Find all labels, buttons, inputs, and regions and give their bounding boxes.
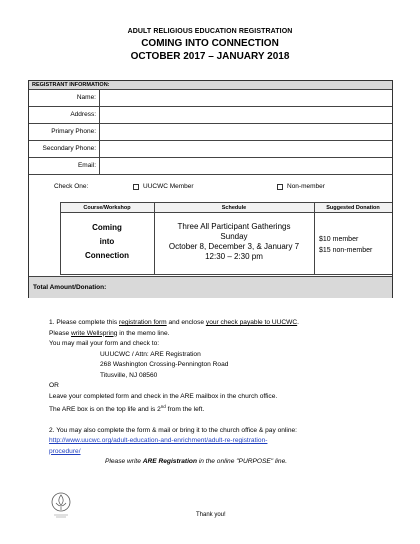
schedule-line2: Sunday	[220, 232, 248, 241]
leave-line: Leave your completed form and check in the ARE mailbox in the church office.	[49, 392, 278, 400]
header-title-line3: OCTOBER 2017 – JANUARY 2018	[130, 51, 290, 62]
course-column-header: Course/Workshop	[60, 202, 154, 213]
table-divider	[314, 202, 315, 275]
schedule-column-header: Schedule	[154, 202, 314, 213]
registration-url-line2[interactable]: procedure/	[49, 447, 81, 455]
address-row	[29, 107, 392, 124]
course-name-line2: into	[99, 237, 115, 246]
address-field[interactable]	[101, 107, 392, 123]
mail-line: You may mail your form and check to:	[49, 340, 160, 347]
primary-phone-label: Primary Phone:	[29, 124, 100, 140]
email-field[interactable]	[101, 158, 392, 174]
step2-line: 2. You may also complete the form & mail or bring it to the church office & pay online:	[49, 426, 298, 434]
table-divider	[154, 202, 155, 275]
header-title-line1: ADULT RELIGIOUS EDUCATION REGISTRATION	[127, 28, 293, 35]
or-line: OR	[49, 382, 59, 389]
registration-form	[28, 80, 393, 298]
registrant-section-title: REGISTRANT INFORMATION:	[29, 81, 392, 90]
total-donation-row: Total Amount/Donation:	[29, 276, 392, 298]
name-row	[29, 90, 392, 107]
schedule-cell	[154, 213, 314, 275]
schedule-line4: 12:30 – 2:30 pm	[205, 252, 263, 261]
secondary-phone-row	[29, 141, 392, 158]
check-one-label: Check One:	[54, 183, 89, 190]
address-line2: 268 Washington Crossing-Pennington Road	[100, 361, 229, 368]
box-line: The ARE box is on the top life and is 2nd from the left.	[49, 404, 205, 414]
membership-check-row	[29, 176, 392, 200]
instructions	[49, 318, 404, 468]
header-title-line2: COMING INTO CONNECTION	[141, 38, 279, 49]
registration-url-line1[interactable]: http://www.uucwc.org/adult-education-and-enrichment/adult-re-registration-	[49, 437, 268, 445]
chalice-logo-icon	[50, 492, 72, 520]
thank-you-text: Thank you!	[196, 512, 226, 518]
donation-member: $10 member	[319, 236, 359, 243]
course-name-line1: Coming	[92, 223, 122, 232]
donation-nonmember: $15 non-member	[319, 247, 373, 254]
address-line3: Titusville, NJ 08560	[100, 371, 158, 379]
member-checkbox[interactable]	[133, 184, 139, 190]
schedule-line3: October 8, December 3, & January 7	[168, 242, 300, 251]
table-divider	[60, 202, 61, 275]
name-field[interactable]	[101, 90, 392, 106]
name-label: Name:	[29, 90, 100, 106]
secondary-phone-label: Secondary Phone:	[29, 141, 100, 157]
email-row	[29, 158, 392, 175]
email-label: Email:	[29, 158, 100, 174]
nonmember-checkbox[interactable]	[277, 184, 283, 190]
schedule-line1: Three All Participant Gatherings	[177, 222, 291, 231]
nonmember-option-label: Non-member	[287, 183, 325, 190]
donation-column-header: Suggested Donation	[314, 202, 392, 213]
purpose-line: Please write ARE Registration in the online "PURPOSE" line.	[105, 458, 288, 466]
address-label: Address:	[29, 107, 100, 123]
address-line1: UUUCWC / Attn: ARE Registration	[100, 350, 201, 358]
primary-phone-row	[29, 124, 392, 141]
donation-cell	[314, 213, 392, 275]
memo-line: Please write Wellspring in the memo line.	[49, 329, 170, 337]
member-option-label: UUCWC Member	[143, 183, 194, 190]
course-name-line3: Connection	[85, 251, 129, 260]
step1-line: 1. Please complete this registration form and enclose your check payable to UUCWC.	[49, 319, 299, 326]
primary-phone-field[interactable]	[101, 124, 392, 140]
course-cell	[60, 213, 154, 275]
secondary-phone-field[interactable]	[101, 141, 392, 157]
